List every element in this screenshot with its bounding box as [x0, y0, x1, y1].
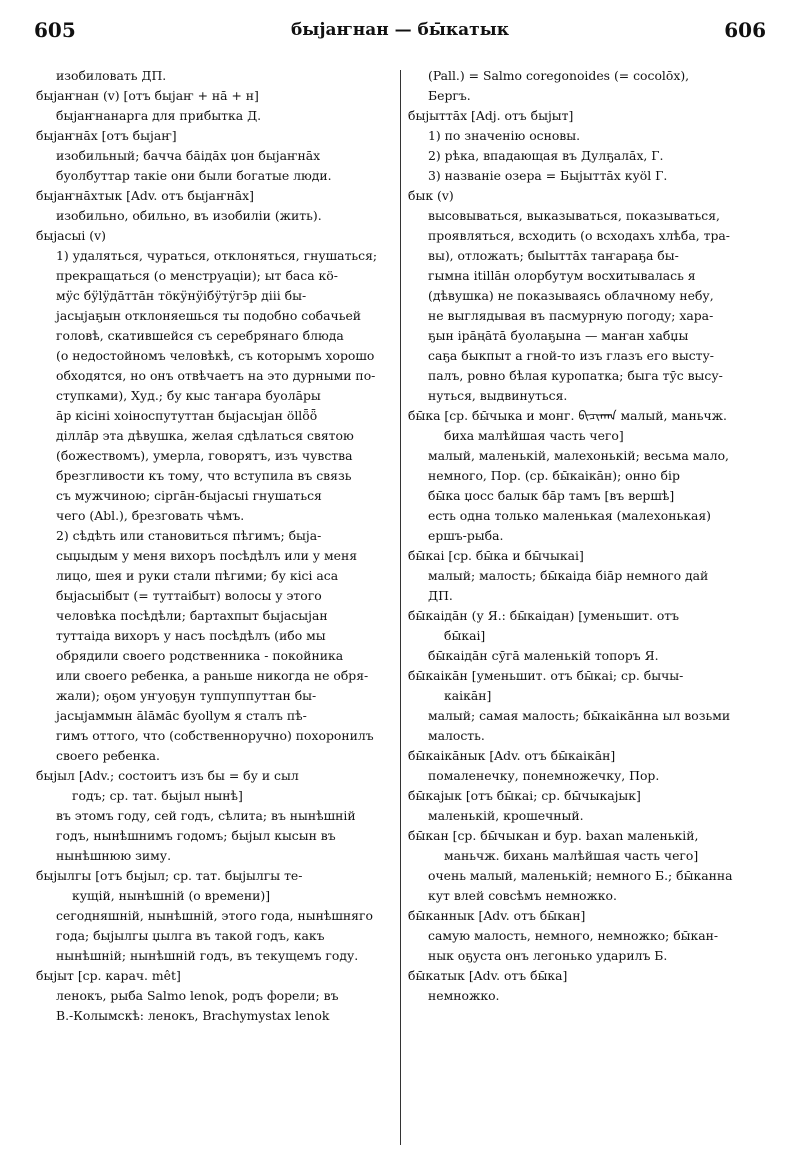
headword-line: быјыл [Adv.; состоитъ изъ бы = бу и сыл: [36, 768, 299, 783]
definition-line: человѣка посѣдѣли; бартахпыт быјасыјан: [56, 608, 328, 623]
headword-line: бы̄каіка̄н [уменьшит. отъ бы̄каі; ср. бычы-: [408, 668, 684, 683]
definition-line: ҕын іра̄ңа̄та̄ буолаҕына — маҥан хабџы: [428, 328, 689, 343]
definition-line: маньчж. бихань малѣйшая часть чего]: [444, 848, 699, 863]
definition-line: съ мужчиною; сірга̄н-быјасыі гнушаться: [56, 488, 322, 503]
definition-line: головѣ, скатившейся съ серебрянаго блюда: [56, 328, 344, 343]
headword-line: бы̄каі [ср. бы̄ка и бы̄чыкаі]: [408, 548, 584, 563]
definition-line: нуться, выдвинуться.: [428, 388, 568, 403]
definition-line: 2) рѣка, впадающая въ Дулҕала̄х, Г.: [428, 148, 664, 163]
definition-line: немножко.: [428, 988, 500, 1003]
left-column: [36, 66, 396, 1026]
definition-line: јасыјаммын а̄lа̄ма̄с буоllум я сталъ пѣ-: [56, 708, 307, 723]
definition-line: годъ, нынѣшнимъ годомъ; быјыл кысын въ: [56, 828, 336, 843]
definition-line: палъ, ровно бѣлая куропатка; быга тӯс высу-: [428, 368, 723, 383]
definition-line: (дѣвушка) не показываясь облачному небу,: [428, 288, 714, 303]
definition-line: малый, маленькій, малехонькій; весьма мало,: [428, 448, 729, 463]
definition-line: брезгливости къ тому, что вступила въ связь: [56, 468, 352, 483]
definition-line: быјасыібыт (= туттаібыт) волосы у этого: [56, 588, 322, 603]
definition-line: изобиловать ДП.: [56, 68, 167, 83]
headword-line: бы̄каіка̄нык [Adv. отъ бы̄каіка̄н]: [408, 748, 616, 763]
definition-line: немного, Пор. (ср. бы̄каіка̄н); онно бір: [428, 468, 680, 483]
headword-line: бы̄кан [ср. бы̄чыкан и бур. bаxan маленькій,: [408, 828, 699, 843]
definition-line: нык оҕуста онъ легонько ударилъ Б.: [428, 948, 668, 963]
definition-line: года; быјылгы џылга въ такой годъ, какъ: [56, 928, 325, 943]
definition-line: малость.: [428, 728, 485, 743]
definition-line: сыџыдым у меня вихоръ посѣдѣлъ или у меня: [56, 548, 358, 563]
definition-line: не выглядывая въ пасмурную погоду; хара-: [428, 308, 714, 323]
definition-line: гимъ оттого, что (собственноручно) похоронилъ: [56, 728, 374, 743]
page-header: [34, 18, 766, 46]
definition-line: Бергъ.: [428, 88, 471, 103]
definition-line: 1) по значенію основы.: [428, 128, 581, 143]
headword-line: бы̄катык [Adv. отъ бы̄ка]: [408, 968, 568, 983]
definition-line: кут влей совсѣмъ немножко.: [428, 888, 617, 903]
running-title: быјаҥнан — бы̄катык: [290, 20, 510, 40]
definition-line: каіка̄н]: [444, 688, 492, 703]
definition-line: въ этомъ году, сей годъ, сѣлита; въ нынѣшній: [56, 808, 356, 823]
definition-line: ДП.: [428, 588, 453, 603]
definition-line: лицо, шея и руки стали пѣгими; бу кісі аса: [56, 568, 339, 583]
definition-line: прекращаться (о менструаціи); ыт баса кö-: [56, 268, 338, 283]
definition-line: жали); оҕом уҥуоҕун туппуппуттан бы-: [56, 688, 317, 703]
definition-line: малый; самая малость; бы̄каіка̄нна ыл возьми: [428, 708, 731, 723]
definition-line: чего (Abl.), брезговать чѣмъ.: [56, 508, 245, 523]
headword-line: бы̄ка [ср. бы̄чыка и монг. ᠪᠢᠴᠢᠬᠠᠨ малый, маньчж.: [408, 408, 727, 423]
definition-line: ленокъ, рыба Salmo lenok, родъ форели; въ: [56, 988, 339, 1003]
definition-line: проявляться, всходить (о всходахъ хлѣба, тра-: [428, 228, 730, 243]
definition-line: 1) удаляться, чураться, отклоняться, гнушаться;: [56, 248, 378, 263]
right-column: [408, 66, 770, 1006]
definition-line: ступками), Худ.; бу кыс таҥара буола̄ры: [56, 388, 321, 403]
definition-line: обрядили своего родственника - покойника: [56, 648, 344, 663]
definition-line: 3) названіе озера = Быјытта̄х куöl Г.: [428, 168, 668, 183]
definition-line: биха малѣйшая часть чего]: [444, 428, 624, 443]
definition-line: мӱс бӱlӱда̄тта̄н тöкӱнӱібӱтӱгэ̄р дііі бы-: [56, 288, 307, 303]
definition-line: вы), отложать; быlытта̄х таҥараҕа бы-: [428, 248, 679, 263]
definition-line: кущій, нынѣшній (о времени)]: [72, 888, 271, 903]
definition-line: (божествомъ), умерла, говорятъ, изъ чувства: [56, 448, 353, 463]
headword-line: бы̄кајык [отъ бы̄каі; ср. бы̄чыкајык]: [408, 788, 641, 803]
definition-line: ершъ-рыба.: [428, 528, 504, 543]
definition-line: обходятся, но онъ отвѣчаетъ на это дурными по-: [56, 368, 376, 383]
definition-line: ділла̄р эта дѣвушка, желая сдѣлаться святою: [56, 428, 354, 443]
column-divider: [400, 70, 401, 1145]
definition-line: маленькій, крошечный.: [428, 808, 584, 823]
definition-line: бы̄каіда̄н сӯга̄ маленькій топоръ Я.: [428, 648, 659, 663]
definition-line: высовываться, выказываться, показываться,: [428, 208, 720, 223]
definition-line: есть одна только маленькая (малехонькая): [428, 508, 711, 523]
page-number-left: 605: [34, 18, 76, 42]
headword-line: бы̄каіда̄н (у Я.: бы̄каідан) [уменьшит. отъ: [408, 608, 680, 623]
definition-line: саҕа быкпыт а гной-то изъ глазъ его высту-: [428, 348, 714, 363]
definition-line: изобильно, обильно, въ изобиліи (жить).: [56, 208, 322, 223]
definition-line: буолбуттар такіе они были богатые люди.: [56, 168, 332, 183]
definition-line: (о недостойномъ человѣкѣ, съ которымъ хорошо: [56, 348, 375, 363]
definition-line: быјаҥнанарга для прибытка Д.: [56, 108, 262, 123]
definition-line: нынѣшній; нынѣшній годъ, въ текущемъ году.: [56, 948, 359, 963]
headword-line: быјыт [ср. карач. mêt]: [36, 968, 181, 983]
definition-line: бы̄каі]: [444, 628, 486, 643]
definition-line: бы̄ка џосс балык ба̄р тамъ [въ вершѣ]: [428, 488, 675, 503]
definition-line: очень малый, маленькій; немного Б.; бы̄канна: [428, 868, 733, 883]
definition-line: самую малость, немного, немножко; бы̄кан-: [428, 928, 719, 943]
definition-line: В.-Колымскѣ: ленокъ, Brachymystax lenok: [56, 1008, 330, 1023]
headword-line: быјаҥна̄хтык [Adv. отъ быјаҥна̄х]: [36, 188, 254, 203]
definition-line: а̄р кісіні хоіноспутуттан быјасыјан öllȫȫ: [56, 408, 318, 423]
definition-line: или своего ребенка, а раньше никогда не обря-: [56, 668, 369, 683]
headword-line: бык (v): [408, 188, 454, 203]
definition-line: туттаіда вихоръ у насъ посѣдѣлъ (ибо мы: [56, 628, 326, 643]
headword-line: быјылгы [отъ быјыл; ср. тат. быјылгы те-: [36, 868, 303, 883]
headword-line: быјаҥнан (v) [отъ быјаҥ + на̄ + н]: [36, 88, 259, 103]
definition-line: изобильный; бачча ба̄іда̄х џон быјаҥна̄х: [56, 148, 321, 163]
definition-line: сегодняшній, нынѣшній, этого года, нынѣшняго: [56, 908, 373, 923]
definition-line: 2) сѣдѣть или становиться пѣгимъ; быја-: [56, 528, 322, 543]
headword-line: быјаҥна̄х [отъ быјаҥ]: [36, 128, 177, 143]
headword-line: бы̄каннык [Adv. отъ бы̄кан]: [408, 908, 586, 923]
definition-line: малый; малость; бы̄каіда біа̄р немного дай: [428, 568, 709, 583]
definition-line: нынѣшнюю зиму.: [56, 848, 172, 863]
definition-line: годъ; ср. тат. быјыл нынѣ]: [72, 788, 243, 803]
headword-line: быјытта̄х [Adj. отъ быјыт]: [408, 108, 574, 123]
headword-line: быјасыі (v): [36, 228, 106, 243]
definition-line: гымна іtіllа̄н олорбутум восхитывалась я: [428, 268, 696, 283]
page-number-right: 606: [724, 18, 766, 42]
definition-line: јасыјаҕын отклоняешься ты подобно собачьей: [56, 308, 362, 323]
definition-line: (Pall.) = Salmo coregonoides (= сосоlо̄х),: [428, 68, 690, 83]
definition-line: своего ребенка.: [56, 748, 160, 763]
definition-line: помаленечку, понемножечку, Пор.: [428, 768, 660, 783]
